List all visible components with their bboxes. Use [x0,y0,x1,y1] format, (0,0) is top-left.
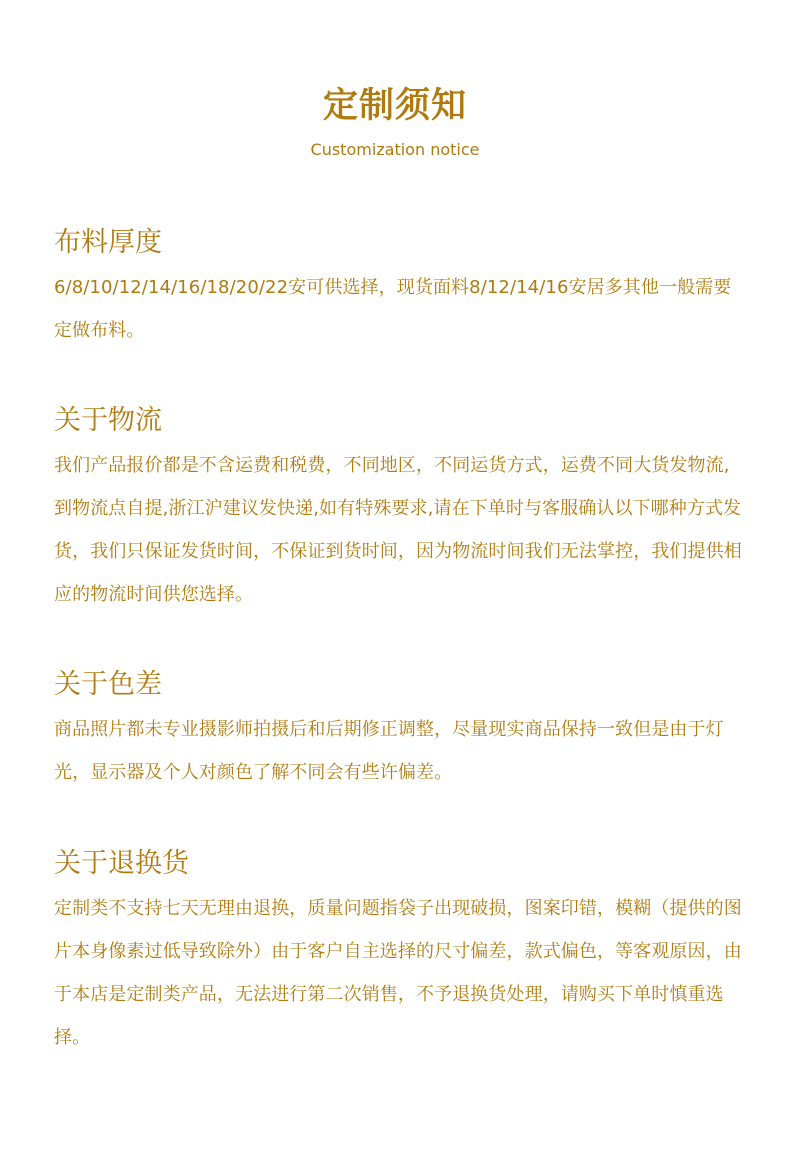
section-heading-color-difference: 关于色差 [54,669,162,700]
section-body-fabric-thickness: 6/8/10/12/14/16/18/20/22安可供选择，现货面料8/12/14/16安居多其他一般需要定做布料。 [54,277,732,341]
section-fabric-thickness [54,226,744,352]
section-heading-fabric-thickness: 布料厚度 [54,227,162,258]
section-body-logistics: 我们产品报价都是不含运费和税费，不同地区，不同运货方式，运费不同大货发物流,到物流点自提,浙江沪建议发快递,如有特殊要求,请在下单时与客服确认以下哪种方式发货，我们只保证发货时间，不保证到货时间，因为物流时间我们无法掌控，我们提供相应的物流时间供您选择。 [54,455,742,605]
section-color-difference [54,668,744,794]
section-returns [54,847,744,1059]
section-heading-logistics: 关于物流 [54,405,162,436]
section-body-color-difference: 商品照片都未专业摄影师拍摄后和后期修正调整，尽量现实商品保持一致但是由于灯光，显示器及个人对颜色了解不同会有些许偏差。 [54,719,724,783]
section-logistics [54,404,744,616]
page-title: 定制须知 [322,86,467,126]
page-subtitle: Customization notice [310,140,480,159]
section-body-returns: 定制类不支持七天无理由退换，质量问题指袋子出现破损，图案印错，模糊（提供的图片本身像素过低导致除外）由于客户自主选择的尺寸偏差，款式偏色，等客观原因，由于本店是定制类产品，无法进行第二次销售，不予退换货处理，请购买下单时慎重选择。 [54,898,742,1048]
page-header [0,84,790,160]
section-heading-returns: 关于退换货 [54,848,189,879]
